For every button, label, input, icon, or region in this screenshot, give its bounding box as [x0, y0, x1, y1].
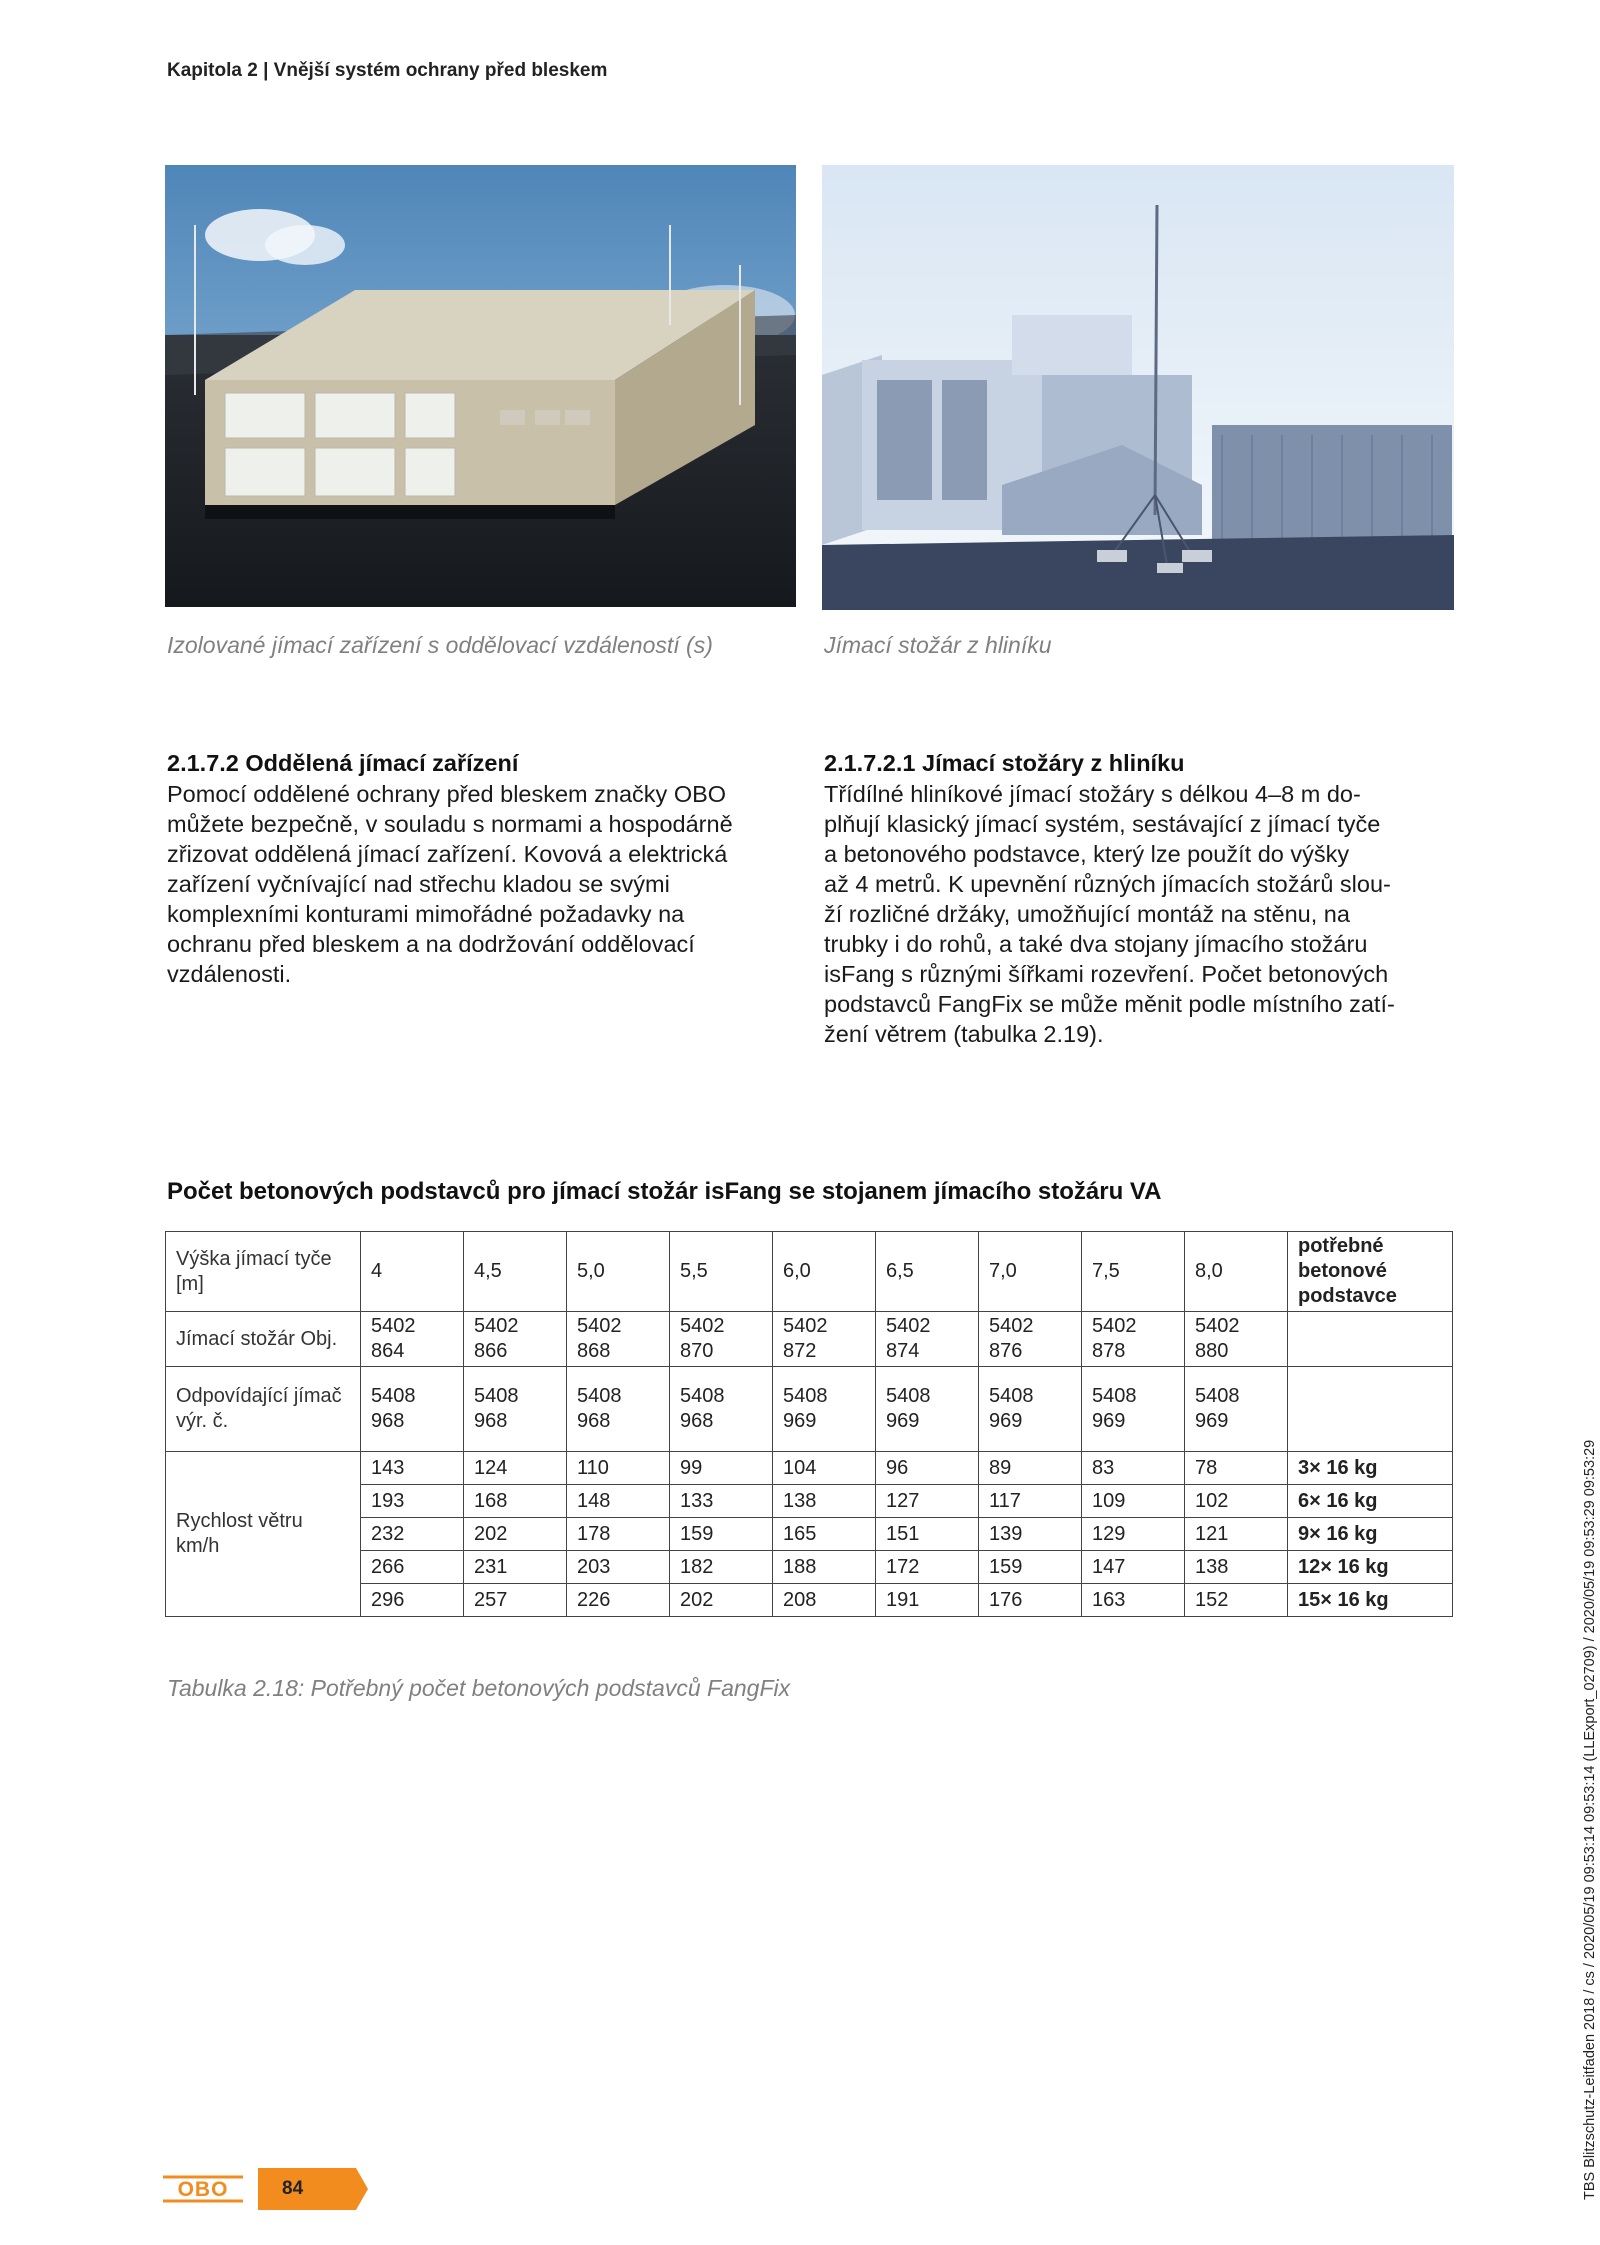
wind-speed-cell: 99 — [670, 1452, 773, 1485]
wind-speed-cell: 78 — [1185, 1452, 1288, 1485]
svg-text:OBO: OBO — [177, 2178, 229, 2201]
wind-speed-cell: 104 — [773, 1452, 876, 1485]
wind-speed-cell: 188 — [773, 1551, 876, 1584]
body-line: isFang s různými šířkami rozevření. Počet betonových — [824, 961, 1389, 987]
wind-speed-cell: 83 — [1082, 1452, 1185, 1485]
wind-speed-cell: 129 — [1082, 1518, 1185, 1551]
wind-speed-cell: 102 — [1185, 1485, 1288, 1518]
wind-speed-cell: 148 — [567, 1485, 670, 1518]
aluminium-mast-photo — [822, 165, 1454, 610]
body-line: ží rozličné držáky, umožňující montáž na stěnu, na — [824, 901, 1350, 927]
height-cell: 6,5 — [876, 1232, 979, 1312]
rod-number-cell: 5408 969 — [979, 1367, 1082, 1452]
mast-number-cell: 5402 878 — [1082, 1312, 1185, 1367]
wind-speed-cell: 191 — [876, 1584, 979, 1617]
height-cell: 5,5 — [670, 1232, 773, 1312]
mast-number-cell: 5402 868 — [567, 1312, 670, 1367]
table-row — [166, 1232, 1453, 1312]
row-label-mast: Jímací stožár Obj. — [166, 1312, 361, 1367]
table-row — [166, 1367, 1453, 1452]
body-line: komplexními konturami mimořádné požadavky na — [167, 901, 685, 927]
rod-number-cell: 5408 969 — [876, 1367, 979, 1452]
wind-speed-cell: 89 — [979, 1452, 1082, 1485]
wind-speed-cell: 110 — [567, 1452, 670, 1485]
height-cell: 4 — [361, 1232, 464, 1312]
height-cell: 7,0 — [979, 1232, 1082, 1312]
body-line: Pomocí oddělené ochrany před bleskem značky OBO — [167, 781, 727, 807]
row-label-height: Výška jímací tyče [m] — [166, 1232, 361, 1312]
body-line: zřizovat oddělená jímací zařízení. Kovová a elektrická — [167, 841, 728, 867]
body-line: a betonového podstavce, který lze použít do výšky — [824, 841, 1350, 867]
mast-number-cell: 5402 864 — [361, 1312, 464, 1367]
right-photo-caption: Jímací stožár z hliníku — [824, 632, 1052, 658]
wind-speed-cell: 138 — [773, 1485, 876, 1518]
wind-speed-cell: 165 — [773, 1518, 876, 1551]
section-body-aluminium-masts — [824, 779, 1451, 1049]
wind-speed-cell: 176 — [979, 1584, 1082, 1617]
wind-speed-cell: 226 — [567, 1584, 670, 1617]
rod-number-cell: 5408 968 — [567, 1367, 670, 1452]
height-cell: 7,5 — [1082, 1232, 1185, 1312]
wind-speed-cell: 296 — [361, 1584, 464, 1617]
table-title: Počet betonových podstavců pro jímací stožár isFang se stojanem jímacího stožáru VA — [167, 1178, 1162, 1205]
table-caption: Tabulka 2.18: Potřebný počet betonových podstavců FangFix — [167, 1675, 791, 1701]
wind-speed-cell: 172 — [876, 1551, 979, 1584]
wind-speed-cell: 202 — [464, 1518, 567, 1551]
wind-speed-cell: 203 — [567, 1551, 670, 1584]
body-line: ochranu před bleskem a na dodržování oddělovací — [167, 931, 695, 957]
chapter-header: Kapitola 2 | Vnější systém ochrany před bleskem — [167, 60, 608, 81]
body-line: plňují klasický jímací systém, sestávající z jímací tyče — [824, 811, 1381, 837]
concrete-bases-table — [165, 1231, 1453, 1617]
wind-speed-cell: 266 — [361, 1551, 464, 1584]
body-line: až 4 metrů. K upevnění různých jímacích stožárů slou- — [824, 871, 1391, 897]
wind-speed-cell: 96 — [876, 1452, 979, 1485]
wind-speed-cell: 139 — [979, 1518, 1082, 1551]
row-label-rod: Odpovídající jímač výr. č. — [166, 1367, 361, 1452]
wind-speed-cell: 124 — [464, 1452, 567, 1485]
rod-number-cell: 5408 968 — [361, 1367, 464, 1452]
wind-speed-cell: 159 — [670, 1518, 773, 1551]
body-line: můžete bezpečně, v souladu s normami a hospodárně — [167, 811, 733, 837]
obo-logo — [163, 2175, 243, 2203]
empty-cell — [1288, 1312, 1453, 1367]
rod-number-cell: 5408 969 — [1185, 1367, 1288, 1452]
mast-number-cell: 5402 880 — [1185, 1312, 1288, 1367]
wind-speed-cell: 231 — [464, 1551, 567, 1584]
wind-speed-cell: 133 — [670, 1485, 773, 1518]
row-label-wind: Rychlost větru km/h — [166, 1452, 361, 1617]
side-imprint: TBS Blitzschutz-Leitfaden 2018 / cs / 2020/05/19 09:53:14 09:53:14 (LLExport_02709) / 2020/05/19 09:53:29 09:53:29 — [1582, 1439, 1598, 2200]
required-bases-header: potřebné betonové podstavce — [1288, 1232, 1453, 1312]
wind-speed-cell: 178 — [567, 1518, 670, 1551]
wind-speed-cell: 202 — [670, 1584, 773, 1617]
empty-cell — [1288, 1367, 1453, 1452]
wind-speed-cell: 182 — [670, 1551, 773, 1584]
mast-number-cell: 5402 872 — [773, 1312, 876, 1367]
wind-speed-cell: 138 — [1185, 1551, 1288, 1584]
wind-speed-cell: 151 — [876, 1518, 979, 1551]
wind-speed-cell: 163 — [1082, 1584, 1185, 1617]
body-line: vzdálenosti. — [167, 961, 292, 987]
page-number: 84 — [282, 2178, 304, 2199]
wind-speed-cell: 121 — [1185, 1518, 1288, 1551]
wind-speed-cell: 147 — [1082, 1551, 1185, 1584]
mast-number-cell: 5402 876 — [979, 1312, 1082, 1367]
section-heading-aluminium-masts: 2.1.7.2.1 Jímací stožáry z hliníku — [824, 750, 1185, 776]
wind-speed-cell: 127 — [876, 1485, 979, 1518]
section-body-separated-air-termination — [167, 779, 794, 989]
wind-speed-cell: 117 — [979, 1485, 1082, 1518]
height-cell: 8,0 — [1185, 1232, 1288, 1312]
mast-number-cell: 5402 866 — [464, 1312, 567, 1367]
rod-number-cell: 5408 968 — [464, 1367, 567, 1452]
left-photo-caption: Izolované jímací zařízení s oddělovací vzdáleností (s) — [167, 632, 713, 658]
body-line: podstavců FangFix se může měnit podle místního zatí- — [824, 991, 1395, 1017]
isolated-air-termination-photo — [165, 165, 796, 607]
body-line: Třídílné hliníkové jímací stožáry s délkou 4–8 m do- — [824, 781, 1361, 807]
required-bases-cell: 3× 16 kg — [1288, 1452, 1453, 1485]
required-bases-cell: 6× 16 kg — [1288, 1485, 1453, 1518]
rod-number-cell: 5408 968 — [670, 1367, 773, 1452]
section-heading-separated-air-termination: 2.1.7.2 Oddělená jímací zařízení — [167, 750, 519, 776]
required-bases-cell: 12× 16 kg — [1288, 1551, 1453, 1584]
rod-number-cell: 5408 969 — [773, 1367, 876, 1452]
height-cell: 4,5 — [464, 1232, 567, 1312]
page-number-badge — [258, 2168, 368, 2210]
height-cell: 6,0 — [773, 1232, 876, 1312]
rod-number-cell: 5408 969 — [1082, 1367, 1185, 1452]
height-cell: 5,0 — [567, 1232, 670, 1312]
body-line: zařízení vyčnívající nad střechu kladou se svými — [167, 871, 670, 897]
wind-speed-cell: 208 — [773, 1584, 876, 1617]
body-line: trubky i do rohů, a také dva stojany jímacího stožáru — [824, 931, 1368, 957]
required-bases-cell: 9× 16 kg — [1288, 1518, 1453, 1551]
table-row — [166, 1312, 1453, 1367]
required-bases-cell: 15× 16 kg — [1288, 1584, 1453, 1617]
mast-number-cell: 5402 874 — [876, 1312, 979, 1367]
wind-speed-cell: 257 — [464, 1584, 567, 1617]
wind-speed-cell: 109 — [1082, 1485, 1185, 1518]
wind-speed-cell: 232 — [361, 1518, 464, 1551]
mast-number-cell: 5402 870 — [670, 1312, 773, 1367]
wind-speed-cell: 168 — [464, 1485, 567, 1518]
wind-speed-cell: 159 — [979, 1551, 1082, 1584]
wind-speed-cell: 193 — [361, 1485, 464, 1518]
wind-speed-cell: 143 — [361, 1452, 464, 1485]
table-row — [166, 1452, 1453, 1485]
body-line: žení větrem (tabulka 2.19). — [824, 1021, 1104, 1047]
wind-speed-cell: 152 — [1185, 1584, 1288, 1617]
